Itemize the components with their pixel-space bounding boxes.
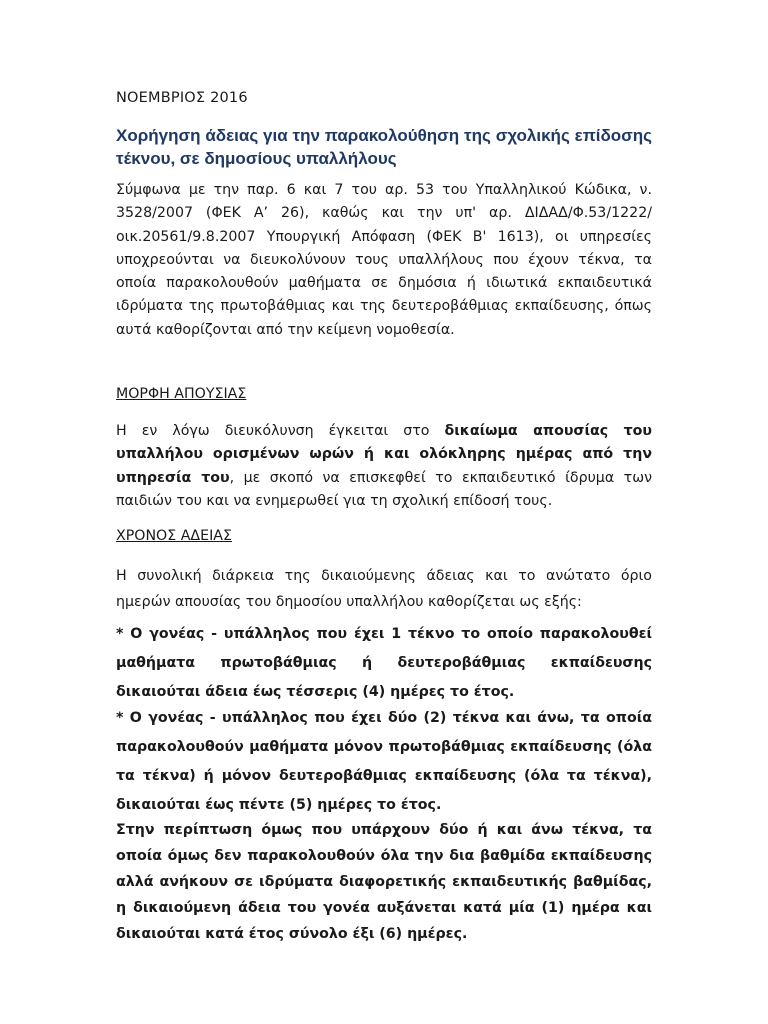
absence-form-text-end: , με σκοπό να επισκεφθεί το εκπαιδευτικό ίδρυμα των παιδιών του και να ενημερωθεί για τη σχολική επίδοσή τους. (116, 469, 652, 509)
bullet-two-children: * Ο γονέας - υπάλληλος που έχει δύο (2) τέκνα και άνω, τα οποία παρακολουθούν μαθήματα μόνον πρωτοβάθμιας εκπαίδευσης (όλα τα τέκνα) ή μόνον δευτεροβάθμιας εκπαίδευσης (όλα τα τέκνα), δικαιούται έως πέντε (5) ημέρες το έτος. (116, 710, 652, 813)
document-date: ΝΟΕΜΒΡΙΟΣ 2016 (116, 90, 248, 106)
absence-form-paragraph (116, 420, 652, 513)
leave-time-intro: Η συνολική διάρκεια της δικαιούμενης άδειας και το ανώτατο όριο ημερών απουσίας του δημοσίου υπαλλήλου καθορίζεται ως εξής: (116, 568, 652, 610)
intro-paragraph: Σύμφωνα με την παρ. 6 και 7 του αρ. 53 του Υπαλληλικού Κώδικα, ν. 3528/2007 (ΦΕΚ Α’ 26), καθώς και την υπ' αρ. ΔΙΔΑΔ/Φ.53/1222/οικ.20561/9.8.2007 Υπουργική Απόφαση (ΦΕΚ Β' 1613), οι υπηρεσίες υποχρεούνται να διευκολύνουν τους υπαλλήλους που έχουν τέκνα, τα οποία παρακολουθούν μαθήματα σε δημόσια ή ιδιωτικά εκπαιδευτικά ιδρύματα της πρωτοβάθμιας και της δευτεροβάθμιας εκπαίδευσης, όπως αυτά καθορίζονται από την κείμενη νομοθεσία. (116, 182, 652, 338)
section-heading-absence-form: ΜΟΡΦΗ ΑΠΟΥΣΙΑΣ (116, 386, 247, 402)
closing-paragraph: Στην περίπτωση όμως που υπάρχουν δύο ή και άνω τέκνα, τα οποία όμως δεν παρακολουθούν όλα την δια βαθμίδα εκπαίδευσης αλλά ανήκουν σε ιδρύματα διαφορετικής εκπαιδευτικής βαθμίδας, η δικαιούμενη άδεια του γονέα αυξάνεται κατά μία (1) ημέρα και δικαιούται κατά έτος σύνολο έξι (6) ημέρες. (116, 822, 652, 942)
absence-form-text-bold: δικαίωμα απουσίας του υπαλλήλου ορισμένων ωρών ή και ολόκληρης ημέρας από την υπηρεσία του (116, 423, 652, 486)
section-heading-leave-time: ΧΡΟΝΟΣ ΑΔΕΙΑΣ (116, 528, 232, 544)
bullet-one-child: * Ο γονέας - υπάλληλος που έχει 1 τέκνο το οποίο παρακολουθεί μαθήματα πρωτοβάθμιας ή δευτεροβάθμιας εκπαίδευσης δικαιούται άδεια έως τέσσερις (4) ημέρες το έτος. (116, 626, 652, 700)
document-title: Χορήγηση άδειας για την παρακολούθηση της σχολικής επίδοσης τέκνου, σε δημοσίους υπαλλήλους (116, 126, 652, 168)
absence-form-text-start: Η εν λόγω διευκόλυνση έγκειται στο (116, 423, 445, 439)
